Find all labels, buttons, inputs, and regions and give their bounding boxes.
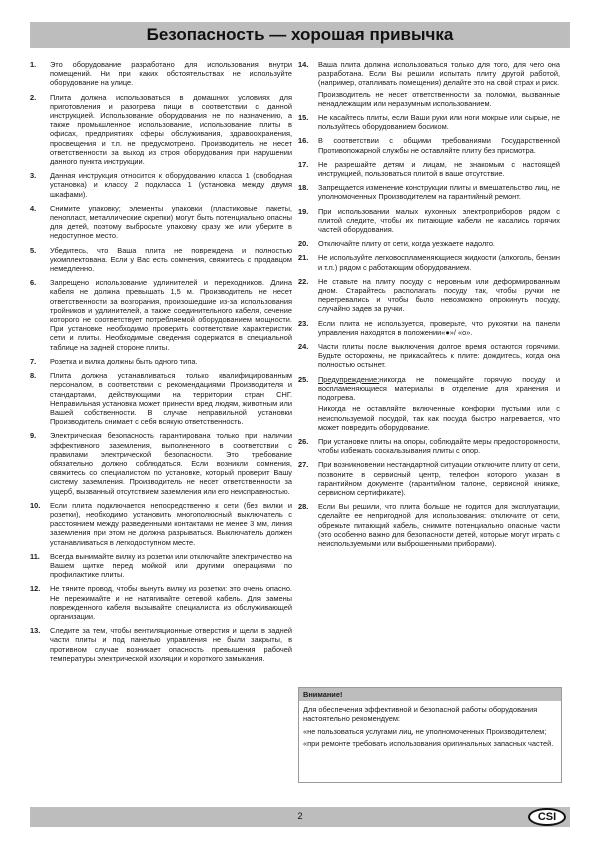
item-number: 15.: [298, 113, 309, 123]
item-paragraph: Данная инструкция относится к оборудованию класса 1 (свободная установка) и классу 2 подкласса 1 (установка между двумя шкафами).: [50, 171, 292, 199]
item-body: [50, 626, 292, 665]
item-body: [50, 371, 292, 428]
attention-box: [298, 687, 562, 783]
item-text: никогда не помещайте горячую посуду и воспламеняющиеся материалы в отделение для хранения и подогрева.: [318, 374, 560, 403]
item-number: 23.: [298, 318, 309, 328]
item-paragraph: Части плиты после выключения долгое время остаются горячими. Будьте осторожны, не прикасайтесь к плите: дождитесь, когда она полностью остынет.: [318, 342, 560, 370]
item-body: [50, 204, 292, 243]
item-body: [318, 113, 560, 133]
item-body: [318, 319, 560, 339]
item-number: 12.: [30, 584, 41, 594]
item-paragraph: При установке плиты на опоры, соблюдайте меры предосторожности, чтобы избежать соскальзывания плиты с опор.: [318, 436, 560, 456]
item-body: [318, 239, 560, 250]
item-number: 16.: [298, 136, 309, 146]
item-body: [318, 277, 560, 316]
list-item: [298, 60, 560, 110]
item-body: [50, 60, 292, 90]
item-paragraph: [318, 375, 560, 403]
list-item: [298, 136, 560, 156]
item-paragraph: Не касайтесь плиты, если Ваши руки или ноги мокрые или сырые, не пользуйтесь оборудованием босиком.: [318, 113, 560, 132]
item-paragraph: Снимите упаковку; элементы упаковки (пластиковые пакеты, пенопласт, металлические скрепки) могут быть потенциально опасны для детей, поэтому выбросьте упаковку сразу же или уберите в недоступное место.: [50, 203, 292, 241]
list-item: [30, 357, 292, 368]
item-body: [318, 342, 560, 372]
item-paragraph: При использовании малых кухонных электроприборов рядом с плитой следите, чтобы их питающие кабели не касались горячих частей оборудования.: [318, 206, 560, 235]
item-number: 11.: [30, 551, 40, 561]
list-item: [298, 375, 560, 434]
title-bar: [30, 22, 570, 48]
item-number: 17.: [298, 159, 309, 169]
item-paragraph: Всегда вынимайте вилку из розетки или отключайте электричество на Вашем щитке перед мойкой или другими операциями по профилактике плиты.: [50, 551, 292, 580]
list-item: [30, 246, 292, 276]
csi-logo: [528, 808, 566, 826]
item-body: [318, 136, 560, 156]
item-body: [318, 60, 560, 110]
item-body: [50, 278, 292, 354]
attention-intro: Для обеспечения эффективной и безопасной работы оборудования настоятельно рекомендуем:: [303, 705, 538, 724]
list-item: [298, 253, 560, 273]
item-body: [318, 183, 560, 203]
item-number: 10.: [30, 500, 41, 510]
item-body: [50, 93, 292, 169]
item-body: [50, 171, 292, 201]
list-item: [298, 502, 560, 550]
item-body: [50, 584, 292, 623]
item-paragraph: Производитель не несет ответственности за поломки, вызванные ненадлежащим или неразумным использованием.: [318, 89, 560, 108]
item-paragraph: Электрическая безопасность гарантирована только при наличии эффективного заземления, выполненного в соответствии с правилами электрической безопасности. Это требование обязательно должно соблюдаться. Если возникли сомнения, свяжитесь со специалистом по установке, который проверит Вашу систему заземления. Производитель не несет ответственности за ущерб, вызванный отсутствием заземления или его неисправностью.: [50, 431, 292, 496]
item-paragraph: Отключайте плиту от сети, когда уезжаете надолго.: [318, 239, 495, 249]
left-column: [30, 60, 292, 668]
list-item: [298, 160, 560, 180]
item-paragraph: Следите за тем, чтобы вентиляционные отверстия и щели в задней части плиты и под панелью управления не были закрыты, в противном случае возникает опасность превышения рабочей температуры электрической изоляции и короткого замыкания.: [50, 626, 292, 663]
list-item: [30, 552, 292, 582]
list-item: [298, 342, 560, 372]
item-paragraph: Розетка и вилка должны быть одного типа.: [50, 356, 198, 366]
list-item: [30, 501, 292, 549]
item-body: [318, 375, 560, 434]
item-paragraph: Ваша плита должна использоваться только для того, для чего она разработана. Если Вы решили испытать плиту другой работой, (например, отапливать помещения) делайте это на свой страх и риск.: [318, 60, 560, 88]
item-number: 28.: [298, 502, 309, 512]
item-paragraph: В соответствии с общими требованиями Государственной Противопожарной службы не оставляйте плиту без присмотра.: [318, 136, 560, 155]
list-item: [30, 278, 292, 354]
list-item: [298, 239, 560, 250]
item-number: 2.: [30, 92, 37, 102]
item-paragraph: Если Вы решили, что плита больше не годится для эксплуатации, сделайте ее непригодной для использования: отключите от сети, обрежьте питающий кабель, снимите потенциально опасные части (это особенно важно для безопасности детей, которые могут играть с неиспользуемыми или выброшенными приборами).: [318, 502, 560, 548]
item-body: [50, 246, 292, 276]
item-paragraph: Не тяните провод, чтобы вынуть вилку из розетки: это очень опасно. Не пережимайте и не натягивайте сетевой кабель. Для замены поврежденного кабеля вызывайте специалиста из обслуживающей организации.: [50, 584, 292, 621]
list-item: [30, 584, 292, 623]
item-paragraph: Если плита не используется, проверьте, что рукоятки на панели управления находятся в положении«●»/ «о».: [318, 318, 560, 337]
item-body: [50, 431, 292, 497]
item-body: [318, 160, 560, 180]
list-item: [298, 460, 560, 499]
item-body: [50, 501, 292, 549]
item-number: 9.: [30, 431, 37, 441]
list-item: [30, 60, 292, 90]
item-body: [318, 437, 560, 457]
item-number: 26.: [298, 436, 309, 446]
item-number: 27.: [298, 460, 309, 470]
item-body: [318, 502, 560, 550]
item-paragraph: Это оборудование разработано для использования внутри помещений. Ни при каких обстоятельствах не используйте оборудование на улице.: [50, 60, 292, 88]
item-body: [318, 207, 560, 237]
attention-bullet: «не пользоваться услугами лиц, не уполномоченных Производителем;: [303, 726, 547, 736]
right-column: [298, 60, 560, 553]
item-number: 1.: [30, 60, 37, 69]
page-number: 2: [297, 811, 303, 821]
item-paragraph: Не ставьте на плиту посуду с неровным или деформированным дном. Старайтесь располагать посуду так, чтобы ручки не перегревались и чтобы было невозможно опрокинуть посуду, случайно задев за ручки.: [318, 276, 560, 314]
item-number: 24.: [298, 342, 309, 352]
item-number: 4.: [30, 203, 37, 213]
item-paragraph: Убедитесь, что Ваша плита не повреждена и полностью укомплектована. Если у Вас есть сомнения, свяжитесь с продавцом немедленно.: [50, 245, 292, 274]
item-number: 25.: [298, 374, 309, 384]
item-paragraph: Если плита подключается непосредственно к сети (без вилки и розетки), необходимо установить многополюсный выключатель с расстоянием между разведенными контактами не менее 3 мм, линия заземления при этом не должна разрываться. Выключатель должен устанавливаться в легкодоступном месте.: [50, 500, 292, 547]
item-number: 21.: [298, 253, 309, 263]
page-title: Безопасность — хорошая привычка: [146, 25, 454, 44]
item-number: 20.: [298, 239, 309, 249]
list-item: [30, 626, 292, 665]
item-body: [50, 552, 292, 582]
item-paragraph: Плита должна использоваться в домашних условиях для приготовления и разогрева пищи в соответствии с данной инструкцией. Использование оборудования не по назначению, а также промышленное использование, использование плиты в офисах, предприятиях сферы обслуживания, здравоохранения, просвещения и т.п. не предусмотрено. Производитель не несет ответственности за выход из строя оборудования при нарушении данного пункта инструкции.: [50, 92, 292, 167]
item-paragraph: Плита должна устанавливаться только квалифицированным персоналом, в соответствии с рекомендациями Производителя и стандартами, действующими на территории стран СНГ. Неправильная установка может принести вред людям, животным или Вашей собственности. В случае неправильной установки Производитель снимает с себя всякую ответственность.: [50, 371, 292, 427]
list-item: [30, 171, 292, 201]
item-body: [318, 253, 560, 273]
logo-text: CSI: [537, 811, 557, 823]
list-item: [298, 183, 560, 203]
warning-lead: Предупреждение:: [318, 374, 380, 384]
item-number: 18.: [298, 183, 309, 193]
list-item: [30, 204, 292, 243]
item-paragraph: Никогда не оставляйте включенные конфорки пустыми или с неиспользуемой посудой, так как посуда быстро нагревается, что может повредить оборудование.: [318, 404, 560, 432]
item-number: 19.: [298, 206, 309, 216]
item-number: 22.: [298, 276, 309, 286]
item-number: 3.: [30, 171, 37, 181]
item-paragraph: Запрещено использование удлинителей и переходников. Длина кабеля не должна превышать 1,5 м. Производитель не несет ответственности за возгорания, произошедшие из-за использования тройников и удлинителей, а также соединительного кабеля, сечение которого не соответствует потребляемой оборудованием мощности. При установке необходимо проверить соответствие характеристик сети и плиты. Необходимые сведения содержатся в специальной таблице на задней стороне плиты.: [50, 278, 292, 352]
list-item: [298, 319, 560, 339]
list-item: [30, 93, 292, 169]
item-number: 7.: [30, 356, 37, 366]
attention-body: [299, 701, 561, 748]
item-number: 5.: [30, 245, 37, 255]
item-number: 8.: [30, 371, 37, 381]
item-number: 6.: [30, 278, 37, 288]
list-item: [298, 277, 560, 316]
item-paragraph: Запрещается изменение конструкции плиты и вмешательство лиц, не уполномоченных Производителем на гарантийный ремонт.: [318, 183, 560, 202]
list-item: [298, 207, 560, 237]
list-item: [30, 371, 292, 428]
item-paragraph: При возникновении нестандартной ситуации отключите плиту от сети, позвоните в сервисный центр, телефон которого указан в гарантийном документе (гарантийном талоне, сервисной книжке, сервисном сертификате).: [318, 460, 560, 497]
list-item: [298, 113, 560, 133]
item-number: 14.: [298, 60, 309, 69]
item-paragraph: Не разрешайте детям и лицам, не знакомым с настоящей инструкцией, пользоваться плитой в ваше отсутствие.: [318, 159, 560, 179]
item-paragraph: Не используйте легковоспламеняющиеся жидкости (алкоголь, бензин и т.п.) рядом с работающим оборудованием.: [318, 253, 560, 272]
attention-bullet: «при ремонте требовать использования оригинальных запасных частей.: [303, 738, 554, 748]
footer-bar: [30, 807, 570, 827]
item-body: [50, 357, 292, 368]
item-body: [318, 460, 560, 499]
item-number: 13.: [30, 626, 41, 636]
list-item: [298, 437, 560, 457]
attention-title: Внимание!: [299, 688, 561, 701]
list-item: [30, 431, 292, 497]
